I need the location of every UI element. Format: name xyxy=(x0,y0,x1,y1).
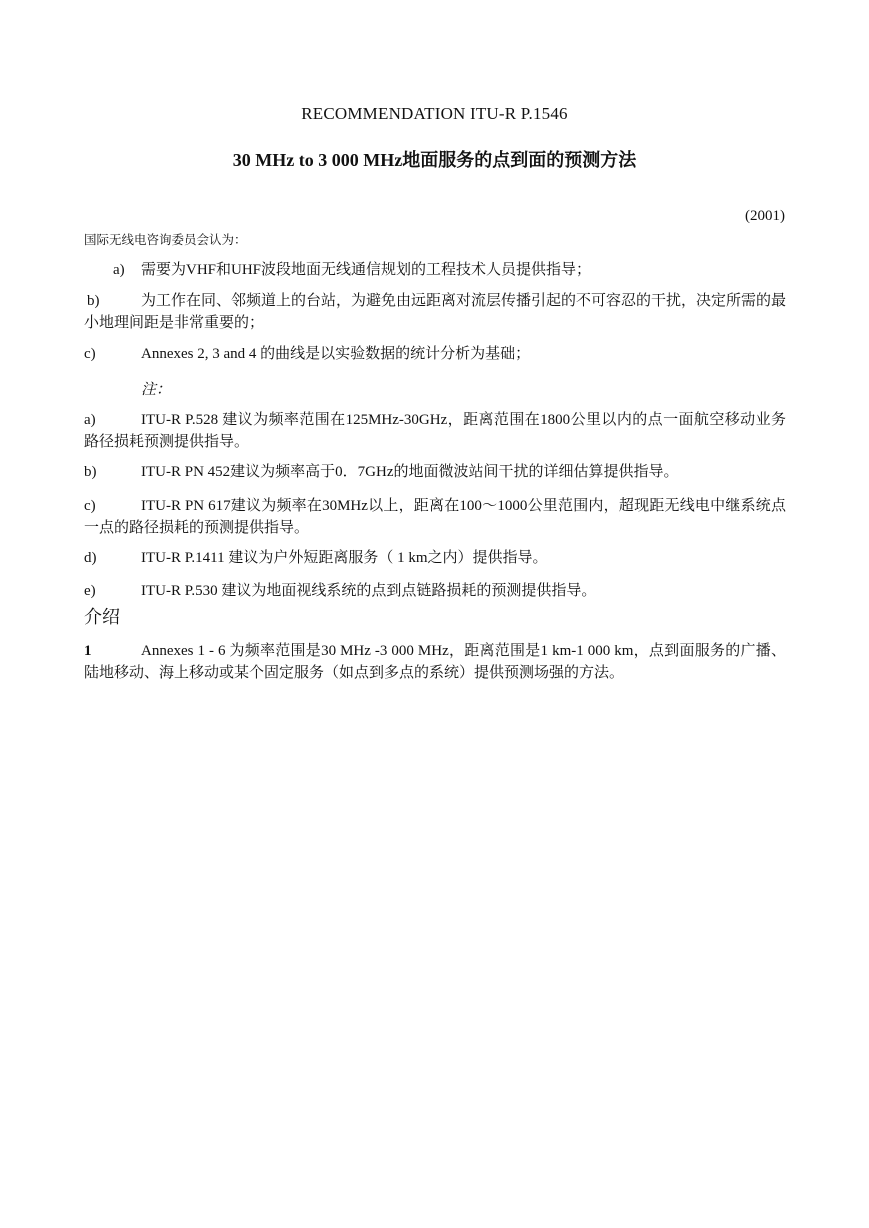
item-marker: 1 xyxy=(84,643,92,659)
document-title: 30 MHz to 3 000 MHz地面服务的点到面的预测方法 xyxy=(232,150,637,170)
item-text: 需要为VHF和UHF波段地面无线通信规划的工程技术人员提供指导； xyxy=(141,262,592,278)
item-text: ITU-R P.1411 建议为户外短距离服务（ 1 km之内）提供指导。 xyxy=(141,550,548,566)
considering-item xyxy=(84,343,786,365)
note-item xyxy=(84,547,786,569)
recommendation-number: RECOMMENDATION ITU-R P.1546 xyxy=(301,104,568,123)
item-text: ITU-R PN 617建议为频率在30MHz以上，距离在100～1000公里范围内，超现距无线电中继系统点一点的路径损耗的预测提供指导。 xyxy=(84,498,786,536)
considering-item xyxy=(113,259,591,281)
item-marker: b) xyxy=(84,464,97,480)
item-marker: a) xyxy=(84,412,96,428)
introduction-item xyxy=(84,640,786,684)
considering-intro: 国际无线电咨询委员会认为： xyxy=(84,233,247,247)
item-text: 为工作在同、邻频道上的台站，为避免由远距离对流层传播引起的不可容忍的干扰，决定所需的最小地理间距是非常重要的； xyxy=(84,293,787,331)
item-text: ITU-R P.530 建议为地面视线系统的点到点链路损耗的预测提供指导。 xyxy=(141,583,597,599)
publication-year: (2001) xyxy=(745,208,785,224)
item-text: ITU-R P.528 建议为频率范围在125MHz-30GHz，距离范围在1800公里以内的点一面航空移动业务路径损耗预测提供指导。 xyxy=(84,412,786,450)
note-item xyxy=(84,580,786,602)
item-marker: c) xyxy=(84,498,96,514)
item-marker: c) xyxy=(84,346,96,362)
item-marker: d) xyxy=(84,550,97,566)
item-marker: e) xyxy=(84,583,96,599)
notes-label: 注： xyxy=(141,382,172,398)
introduction-heading: 介绍 xyxy=(84,607,120,627)
item-text: ITU-R PN 452建议为频率高于0．7GHz的地面微波站间干扰的详细估算提供指导。 xyxy=(141,464,679,480)
note-item xyxy=(84,461,786,483)
item-marker: b) xyxy=(87,293,100,309)
item-marker: a) xyxy=(113,262,125,278)
note-item xyxy=(84,409,786,453)
note-item xyxy=(84,495,786,539)
considering-item xyxy=(84,290,786,334)
item-text: Annexes 1 - 6 为频率范围是30 MHz -3 000 MHz，距离范围是1 km-1 000 km，点到面服务的广播、陆地移动、海上移动或某个固定服务（如点到多点的系统）提供预测场强的方法。 xyxy=(84,643,786,681)
item-text: Annexes 2, 3 and 4 的曲线是以实验数据的统计分析为基础； xyxy=(141,346,531,362)
